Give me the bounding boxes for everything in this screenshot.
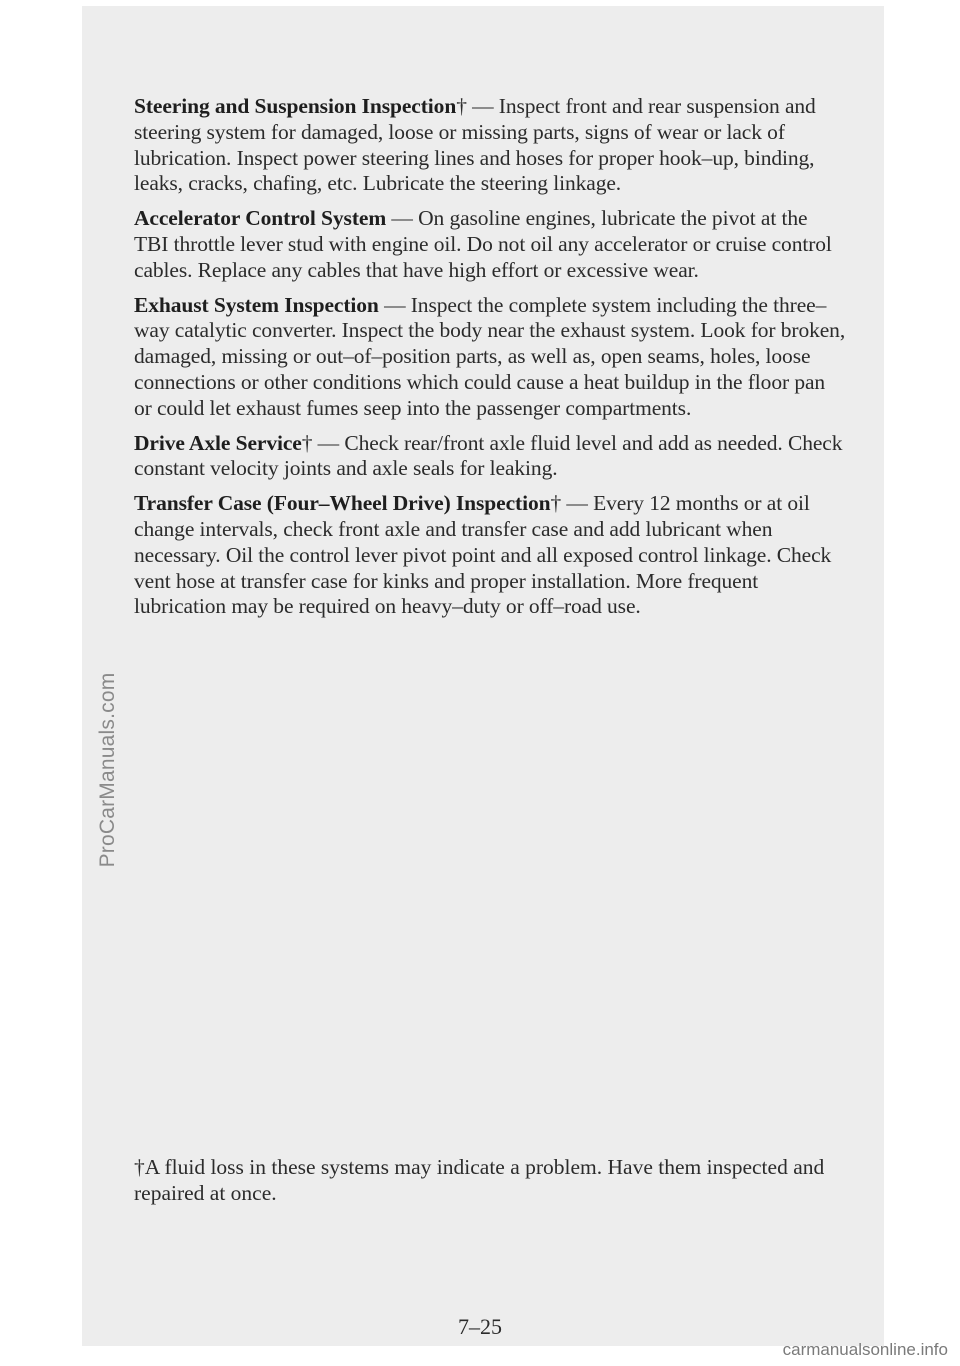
dagger-mark: † [301, 430, 313, 455]
section-body: — Inspect the complete system including the three–way catalytic converter. Inspect the body near the exhaust system. Look for broken, damaged, missing or out–of–position parts, as well as, open seams, holes, loose connections or other conditions which could cause a heat buildup in the floor pan or could let exhaust fumes seep into the passenger compartments. [134, 292, 846, 420]
section-body: — Every 12 months or at oil change intervals, check front axle and transfer case and add lubricant when necessary. Oil the control lever pivot point and all exposed control linkage. Check vent hose at transfer case for kinks and proper installation. More frequent lubrication may be required on heavy–duty or off–road use. [134, 491, 832, 619]
side-watermark: ProCarManuals.com [96, 672, 119, 868]
dagger-mark: † [456, 94, 467, 118]
steering-suspension-paragraph [134, 94, 846, 197]
section-body: — Check rear/front axle fluid level and add as needed. Check constant velocity joints and axle seals for leaking. [134, 430, 843, 481]
maintenance-content [134, 94, 846, 629]
dagger-mark: † [550, 491, 562, 516]
bottom-watermark: carmanualsonline.info [782, 1340, 948, 1359]
section-body: — Inspect front and rear suspension and steering system for damaged, loose or missing parts, signs of wear or lack of lubrication. Inspect power steering lines and hoses for proper hook–up, binding, leaks, cracks, chafing, etc. Lubricate the steering linkage. [134, 94, 816, 196]
section-heading: Drive Axle Service [134, 430, 302, 455]
exhaust-system-paragraph [134, 293, 846, 422]
section-heading: Transfer Case (Four–Wheel Drive) Inspection [134, 491, 551, 516]
section-heading: Exhaust System Inspection [134, 292, 379, 317]
drive-axle-paragraph [134, 431, 846, 483]
footnote: †A fluid loss in these systems may indicate a problem. Have them inspected and repaired at once. [134, 1155, 825, 1205]
section-heading: Steering and Suspension Inspection [134, 94, 457, 118]
section-body: — On gasoline engines, lubricate the pivot at the TBI throttle lever stud with engine oil. Do not oil any accelerator or cruise control cables. Replace any cables that have high effort or excessive wear. [134, 206, 832, 282]
transfer-case-paragraph [134, 491, 846, 620]
section-heading: Accelerator Control System [134, 206, 387, 231]
page-number: 7–25 [458, 1314, 502, 1339]
accelerator-control-paragraph [134, 206, 846, 283]
